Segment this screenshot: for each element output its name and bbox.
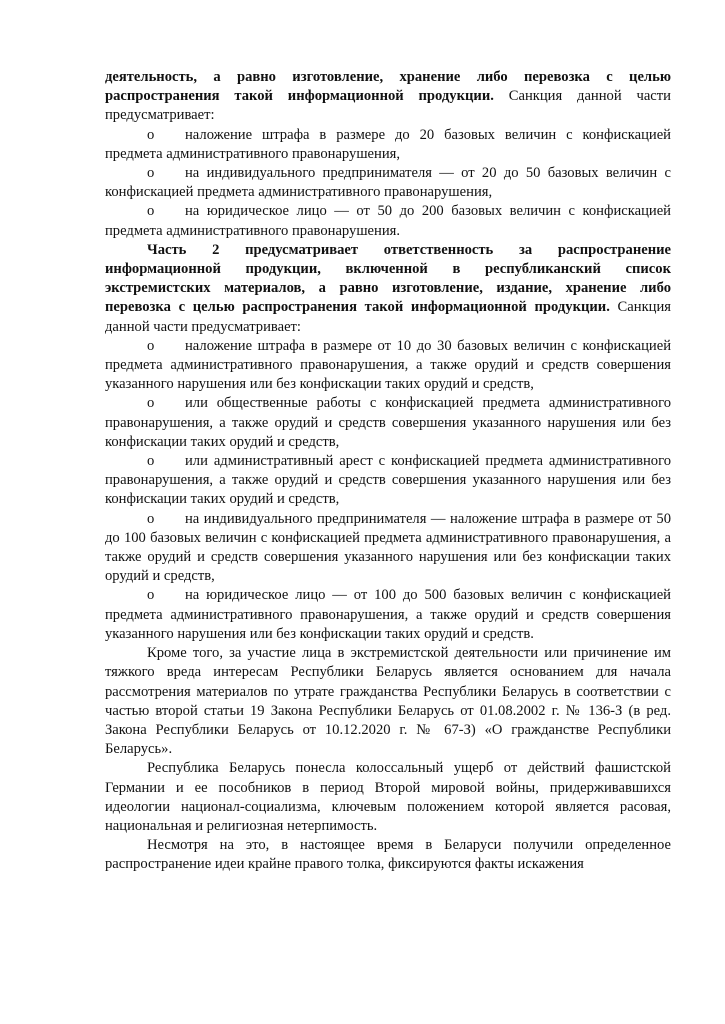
normal-text: Санкция данной части предусматривает:	[105, 88, 671, 124]
bullet-marker: o	[147, 510, 155, 527]
paragraph-current: Несмотря на это, в настоящее время в Беларуси получили определенное распространение идеи крайне правого толка, фиксируются факты искажения	[105, 837, 671, 873]
paragraph-part2	[105, 241, 671, 337]
bullet-marker: o	[147, 165, 155, 182]
list-item	[105, 394, 671, 452]
list-item-text: на юридическое лицо — от 50 до 200 базовых величин с конфискацией предмета административного правонарушения.	[105, 203, 671, 239]
list-item	[105, 126, 671, 164]
list-item	[105, 164, 671, 202]
list-item-text: на юридическое лицо — от 100 до 500 базовых величин с конфискацией предмета административного правонарушения, а также орудий и средств совершения указанного нарушения или без конфискации таких орудий и средств.	[105, 587, 671, 642]
bullet-marker: o	[147, 337, 155, 354]
bold-text: Часть 2 предусматривает ответственность за распространение информационной продукции, включенной в республиканский список экстремистских материалов, а равно изготовление, издание, хранение либо перевозка с целью распространения такой информационной продукции.	[105, 241, 671, 316]
paragraph-history: Республика Беларусь понесла колоссальный ущерб от действий фашистской Германии и ее пособников в период Второй мировой войны, придерживавшихся идеологии национал-социализма, ключевым положением которой является расовая, национальная и религиозная нетерпимость.	[105, 760, 671, 834]
list-item-text: на индивидуального предпринимателя — наложение штрафа в размере от 50 до 100 базовых величин с конфискацией предмета административного правонарушения, а также орудий и средств совершения указанного нарушения или без конфискации таких орудий и средств,	[105, 510, 671, 585]
paragraph-sanction-part1	[105, 68, 671, 126]
bullet-marker: o	[147, 126, 155, 143]
list-item-text: на индивидуального предпринимателя — от 20 до 50 базовых величин с конфискацией предмета административного правонарушения,	[105, 165, 671, 201]
bullet-marker: o	[147, 453, 155, 470]
list-item	[105, 510, 671, 587]
list-item-text: наложение штрафа в размере до 20 базовых величин с конфискацией предмета административного правонарушения,	[105, 126, 671, 162]
normal-text: Санкция данной части предусматривает:	[105, 299, 671, 335]
document-page	[105, 68, 671, 875]
list-item-text: или административный арест с конфискацией предмета административного правонарушения, а также орудий и средств совершения указанного нарушения или без конфискации таких орудий и средств,	[105, 453, 671, 508]
bullet-marker: o	[147, 395, 155, 412]
bold-text: деятельность, а равно изготовление, хранение либо перевозка с целью распространения такой информационной продукции.	[105, 69, 671, 105]
list-item-text: наложение штрафа в размере от 10 до 30 базовых величин с конфискацией предмета административного правонарушения, а также орудий и средств совершения указанного нарушения или без конфискации таких орудий и средств,	[105, 337, 671, 393]
bullet-marker: o	[147, 587, 155, 604]
bullet-marker: o	[147, 203, 155, 220]
list-item-text: или общественные работы с конфискацией предмета административного правонарушения, а также орудий и средств совершения указанного нарушения или без конфискации таких орудий и средств,	[105, 395, 671, 450]
list-item	[105, 202, 671, 240]
list-item	[105, 337, 671, 395]
list-item	[105, 452, 671, 510]
list-item	[105, 586, 671, 644]
paragraph-citizenship: Кроме того, за участие лица в экстремистской деятельности или причинение им тяжкого вреда интересам Республики Беларусь является основанием для начала рассмотрения материалов по утрате гражданства Республики Беларусь в соответствии с частью второй статьи 19 Закона Республики Беларусь от 01.08.2002 г. № 136-З (в ред. Закона Республики Беларусь от 10.12.2020 г. № 67-З) «О гражданстве Республики Беларусь».	[105, 645, 671, 758]
